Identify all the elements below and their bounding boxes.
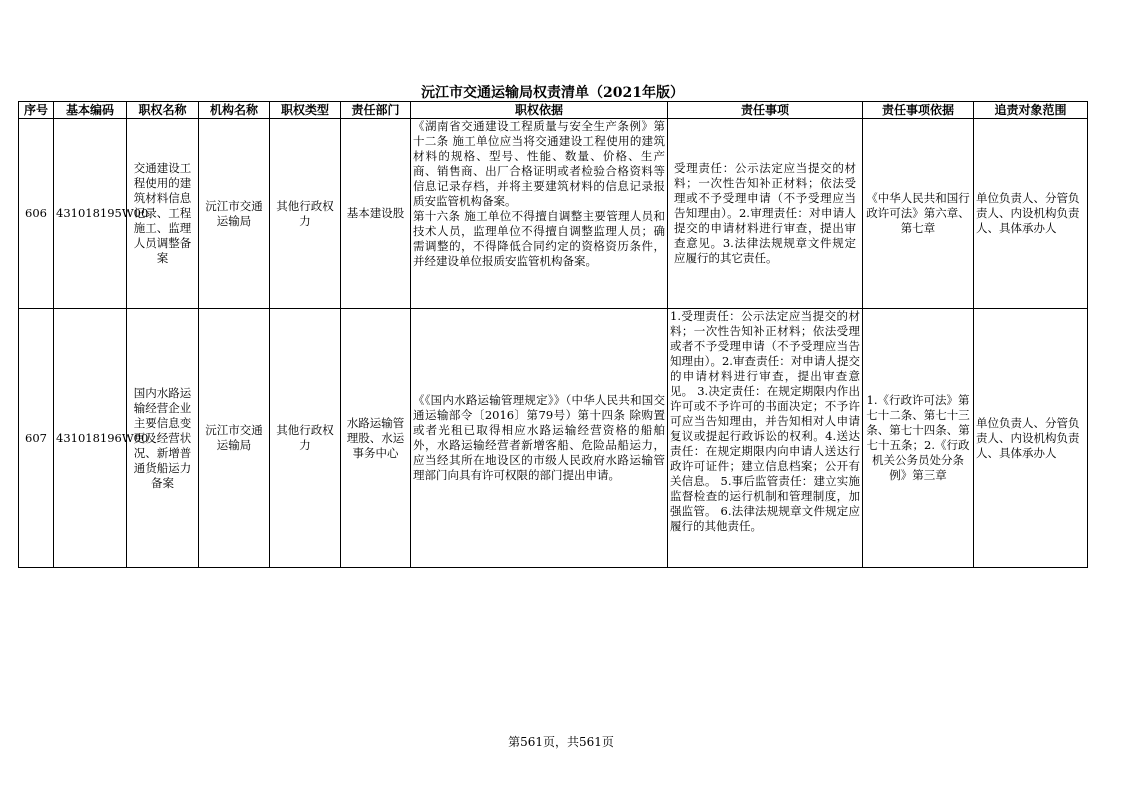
cell-dept: 水路运输管理股、水运事务中心 [341,309,411,568]
duty-text: 1.受理责任：公示法定应当提交的材料；一次性告知补正材料；依法受理或者不予受理申请（不予受理应当告知理由）。2.审查责任：对申请人提交的申请材料进行审查，提出审查意见。 3.决定责任：在规定期限内作出许可或不予许可的书面决定；不予许可应当告知理由，并告知相对人申请复议或提起行政诉讼的权利。4.送达责任：在规定期限内向申请人送达行政许可证件；建立信息档案；公开有关信息。 5.事后监管责任：建立实施监督检查的运行机制和管理制度，加强监管。 6.法律法规规章文件规定应履行的其他责任。 [670,309,860,533]
cell-duty-basis: 1.《行政许可法》第七十二条、第七十三条、第七十四条、第七十五条；2.《行政机关公务员处分条例》第三章 [863,309,974,568]
cell-org: 沅江市交通运输局 [199,309,270,568]
header-power-name: 职权名称 [127,102,199,119]
header-code: 基本编码 [54,102,127,119]
table-row [19,309,1088,568]
header-basis: 职权依据 [411,102,668,119]
power-list-table [18,101,1088,568]
table-header-row [19,102,1088,119]
duty-text: 受理责任：公示法定应当提交的材料；一次性告知补正材料；依法受理或不予受理申请（不予受理应当告知理由）。2.审理责任：对申请人提交的申请材料进行审查，提出审查意见。3.法律法规规章文件规定应履行的其它责任。 [674,161,856,265]
cell-org: 沅江市交通运输局 [199,119,270,309]
cell-scope: 单位负责人、分管负责人、内设机构负责人、具体承办人 [974,119,1088,309]
header-duty-basis: 责任事项依据 [863,102,974,119]
cell-code: 431018195W00 [54,119,127,309]
cell-power-name: 国内水路运输经营企业主要信息变更及经营状况、新增普通货船运力备案 [127,309,199,568]
cell-duty-basis: 《中华人民共和国行政许可法》第六章、第七章 [863,119,974,309]
page-number: 第561页，共561页 [508,735,614,749]
cell-code: 431018196W00 [54,309,127,568]
cell-scope: 单位负责人、分管负责人、内设机构负责人、具体承办人 [974,309,1088,568]
cell-dept: 基本建设股 [341,119,411,309]
cell-power-name: 交通建设工程使用的建筑材料信息记录、工程施工、监理人员调整备案 [127,119,199,309]
basis-text: 《《国内水路运输管理规定》》（中华人民共和国交通运输部令〔2016〕第79号）第十四条 除购置或者光租已取得相应水路运输经营资格的船舶外，水路运输经营者新增客船、危险品船运力，应当经其所在地设区的市级人民政府水路运输管理部门向具有许可权限的部门提出申请。 [413,393,665,482]
basis-text: 《湖南省交通建设工程质量与安全生产条例》第十二条 施工单位应当将交通建设工程使用的建筑材料的规格、型号、性能、数量、价格、生产商、销售商、出厂合格证明或者检验合格资料等信息记录存档，并将主要建筑材料的信息记录报质安监管机构备案。 第十六条 施工单位不得擅自调整主要管理人员和技术人员，监理单位不得擅自调整监理人员；确需调整的，不得降低合同约定的资格资历条件，并经建设单位报质安监管机构备案。 [413,119,665,268]
table-row [19,119,1088,309]
header-dept: 责任部门 [341,102,411,119]
cell-basis [411,309,668,568]
header-scope: 追责对象范围 [974,102,1088,119]
cell-basis [411,119,668,309]
document-title: 沅江市交通运输局权责清单（2021年版） [421,85,684,101]
cell-power-type: 其他行政权力 [270,309,341,568]
header-power-type: 职权类型 [270,102,341,119]
header-duty: 责任事项 [668,102,863,119]
cell-seq: 606 [19,119,54,309]
header-seq: 序号 [19,102,54,119]
cell-duty [668,119,863,309]
header-org: 机构名称 [199,102,270,119]
cell-power-type: 其他行政权力 [270,119,341,309]
cell-duty [668,309,863,568]
cell-seq: 607 [19,309,54,568]
